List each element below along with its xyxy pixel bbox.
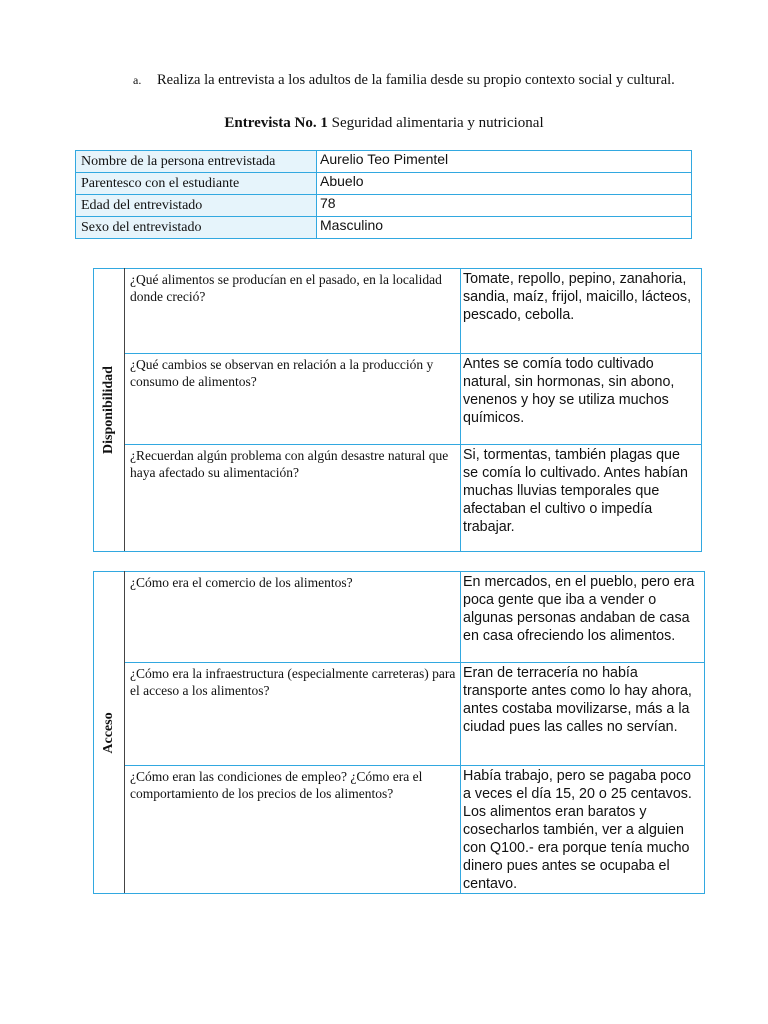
acceso-table (93, 571, 705, 894)
table-row (76, 217, 692, 239)
answer-cell: Había trabajo, pero se pagaba poco a veces el día 15, 20 o 25 centavos. Los alimentos eran baratos y cosecharlos también, ver a alguien con Q100.- era porque tenía mucho dinero pues antes se ocupaba el centavo. (461, 766, 705, 894)
answer-cell: Tomate, repollo, pepino, zanahoria, sandia, maíz, frijol, maicillo, lácteos, pescado, cebolla. (461, 269, 702, 354)
table-row (94, 766, 705, 894)
info-label-name: Nombre de la persona entrevistada (76, 151, 317, 173)
acceso-section-label-cell (94, 572, 125, 894)
interview-title (0, 115, 768, 132)
disponibilidad-section-label: Disponibilidad (101, 366, 116, 454)
question-cell: ¿Cómo era la infraestructura (especialmente carreteras) para el acceso a los alimentos? (125, 663, 461, 766)
info-value-relationship: Abuelo (317, 173, 692, 195)
interviewee-info-table (75, 150, 692, 239)
answer-cell: Si, tormentas, también plagas que se comía lo cultivado. Antes habían muchas lluvias temporales que afectaban el cultivo o impedía trabajar. (461, 445, 702, 552)
info-label-age: Edad del entrevistado (76, 195, 317, 217)
table-row (94, 663, 705, 766)
table-row (76, 173, 692, 195)
table-row (94, 572, 705, 663)
table-row (76, 151, 692, 173)
table-row (94, 354, 702, 445)
instruction-line (133, 72, 733, 89)
disponibilidad-table (93, 268, 702, 552)
answer-cell: Eran de terracería no había transporte antes como lo hay ahora, antes costaba movilizarse, más a la ciudad pues las calles no servían. (461, 663, 705, 766)
table-row (94, 445, 702, 552)
table-row (76, 195, 692, 217)
question-cell: ¿Qué alimentos se producían en el pasado, en la localidad donde creció? (125, 269, 461, 354)
disponibilidad-section-label-cell (94, 269, 125, 552)
info-label-sex: Sexo del entrevistado (76, 217, 317, 239)
question-cell: ¿Cómo eran las condiciones de empleo? ¿Cómo era el comportamiento de los precios de los alimentos? (125, 766, 461, 894)
interview-topic: Seguridad alimentaria y nutricional (327, 115, 544, 131)
answer-cell: Antes se comía todo cultivado natural, sin hormonas, sin abono, venenos y hoy se utiliza muchos químicos. (461, 354, 702, 445)
info-value-age: 78 (317, 195, 692, 217)
question-cell: ¿Qué cambios se observan en relación a la producción y consumo de alimentos? (125, 354, 461, 445)
list-marker: a. (133, 73, 142, 87)
info-label-relationship: Parentesco con el estudiante (76, 173, 317, 195)
answer-cell: En mercados, en el pueblo, pero era poca gente que iba a vender o algunas personas andaban de casa en casa ofreciendo los alimentos. (461, 572, 705, 663)
info-value-name: Aurelio Teo Pimentel (317, 151, 692, 173)
interview-number: Entrevista No. 1 (224, 115, 328, 131)
table-row (94, 269, 702, 354)
question-cell: ¿Recuerdan algún problema con algún desastre natural que haya afectado su alimentación? (125, 445, 461, 552)
instruction-text: Realiza la entrevista a los adultos de la familia desde su propio contexto social y cultural. (157, 72, 675, 88)
acceso-section-label: Acceso (101, 711, 116, 754)
question-cell: ¿Cómo era el comercio de los alimentos? (125, 572, 461, 663)
info-value-sex: Masculino (317, 217, 692, 239)
